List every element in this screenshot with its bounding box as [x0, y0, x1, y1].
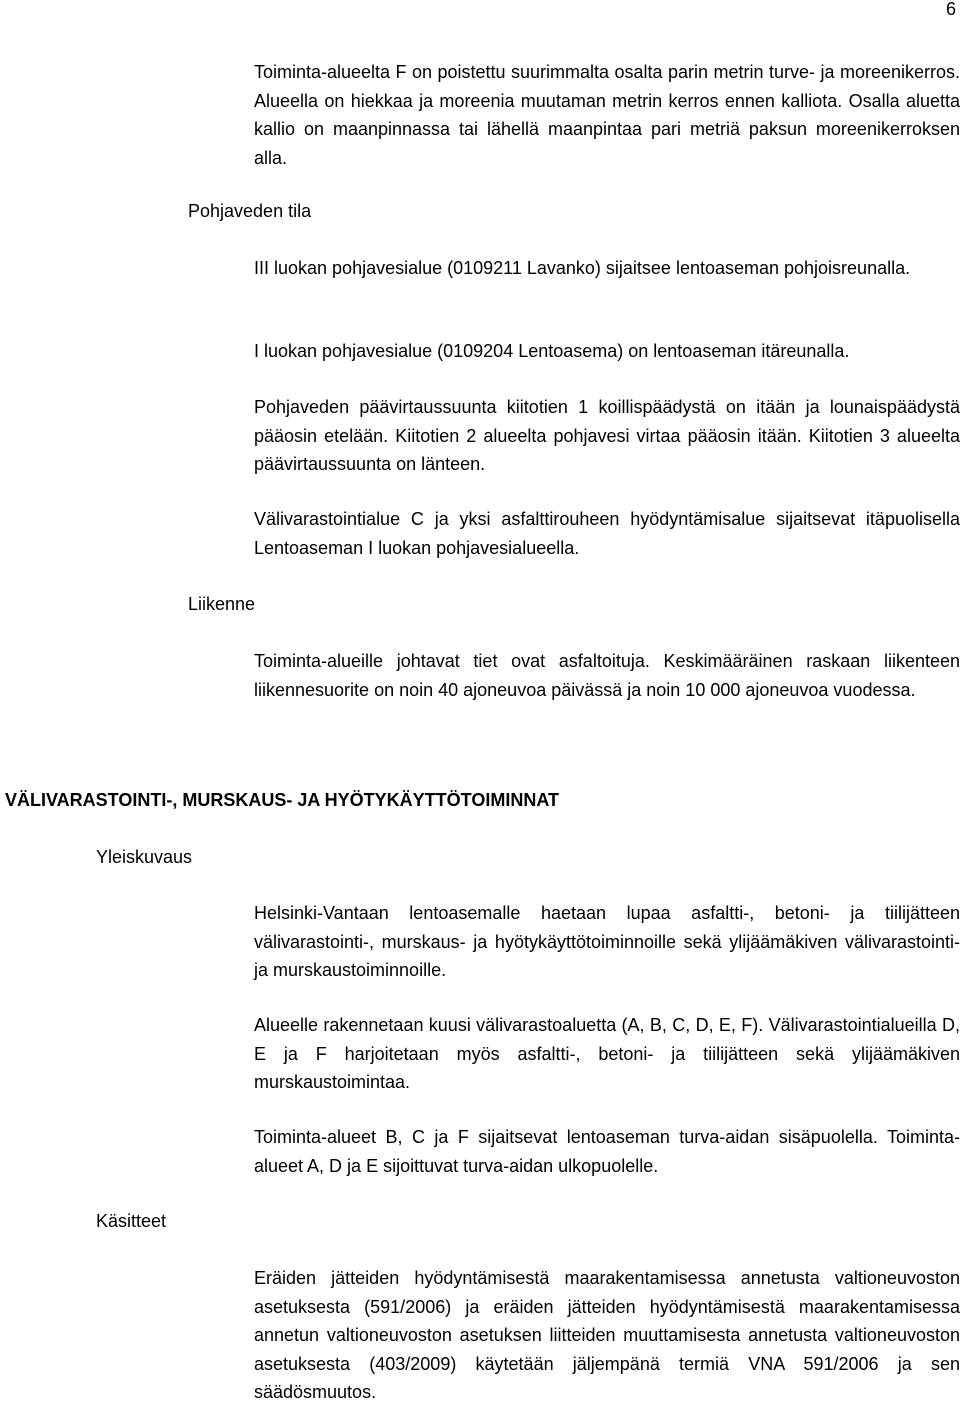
groundwater-paragraph-2: I luokan pohjavesialue (0109204 Lentoasema) on lentoaseman itäreunalla.: [254, 341, 850, 361]
intro-paragraph: Toiminta-alueelta F on poistettu suurimmalta osalta parin metrin turve- ja moreenikerros. Alueella on hiekkaa ja moreenia muutaman metrin kerros ennen kalliota. Osalla aluetta kallio on maanpinnassa tai lähellä maanpintaa pari metriä paksun moreenikerroksen alla.: [254, 62, 960, 168]
overview-paragraph-3: Toiminta-alueet B, C ja F sijaitsevat lentoaseman turva-aidan sisäpuolella. Toiminta-alueet A, D ja E sijoittuvat turva-aidan ulkopuolelle.: [254, 1127, 960, 1176]
overview-paragraph-2: Alueelle rakennetaan kuusi välivarastoaluetta (A, B, C, D, E, F). Välivarastointialueilla D, E ja F harjoitetaan myös asfaltti-, betoni- ja tiilijätteen sekä ylijäämäkiven murskaustoimintaa.: [254, 1015, 960, 1092]
groundwater-heading: Pohjaveden tila: [188, 201, 312, 221]
concepts-heading: Käsitteet: [96, 1211, 167, 1231]
traffic-paragraph: Toiminta-alueille johtavat tiet ovat asfaltoituja. Keskimääräinen raskaan liikenteen liikennesuorite on noin 40 ajoneuvoa päivässä ja noin 10 000 ajoneuvoa vuodessa.: [254, 651, 960, 700]
groundwater-paragraph-3: Pohjaveden päävirtaussuunta kiitotien 1 koillispäädystä on itään ja lounaispäädystä pääosin etelään. Kiitotien 2 alueelta pohjavesi virtaa pääosin itään. Kiitotien 3 alueelta päävirtaussuunta on länteen.: [254, 397, 960, 474]
overview-paragraph-1: Helsinki-Vantaan lentoasemalle haetaan lupaa asfaltti-, betoni- ja tiilijätteen välivarastointi-, murskaus- ja hyötykäyttötoiminnoille sekä ylijäämäkiven välivarastointi- ja murskaustoiminnoille.: [254, 903, 960, 980]
section-title: VÄLIVARASTOINTI-, MURSKAUS- JA HYÖTYKÄYTTÖTOIMINNAT: [5, 790, 560, 810]
groundwater-paragraph-4: Välivarastointialue C ja yksi asfalttirouheen hyödyntämisalue sijaitsevat itäpuolisella Lentoaseman I luokan pohjavesialueella.: [254, 509, 960, 558]
concepts-paragraph: Eräiden jätteiden hyödyntämisestä maarakentamisessa annetusta valtioneuvoston asetuksesta (591/2006) ja eräiden jätteiden hyödyntämisestä maarakentamisessa annetun valtioneuvoston asetuksen liitteiden muuttamisesta annetusta valtioneuvoston asetuksesta (403/2009) käytetään jäljempänä termiä VNA 591/2006 ja sen säädösmuutos.: [254, 1268, 960, 1402]
overview-heading: Yleiskuvaus: [96, 847, 193, 867]
groundwater-paragraph-1: III luokan pohjavesialue (0109211 Lavanko) sijaitsee lentoaseman pohjoisreunalla.: [254, 258, 911, 278]
traffic-heading: Liikenne: [188, 594, 256, 614]
page-number: 6: [945, 0, 956, 19]
